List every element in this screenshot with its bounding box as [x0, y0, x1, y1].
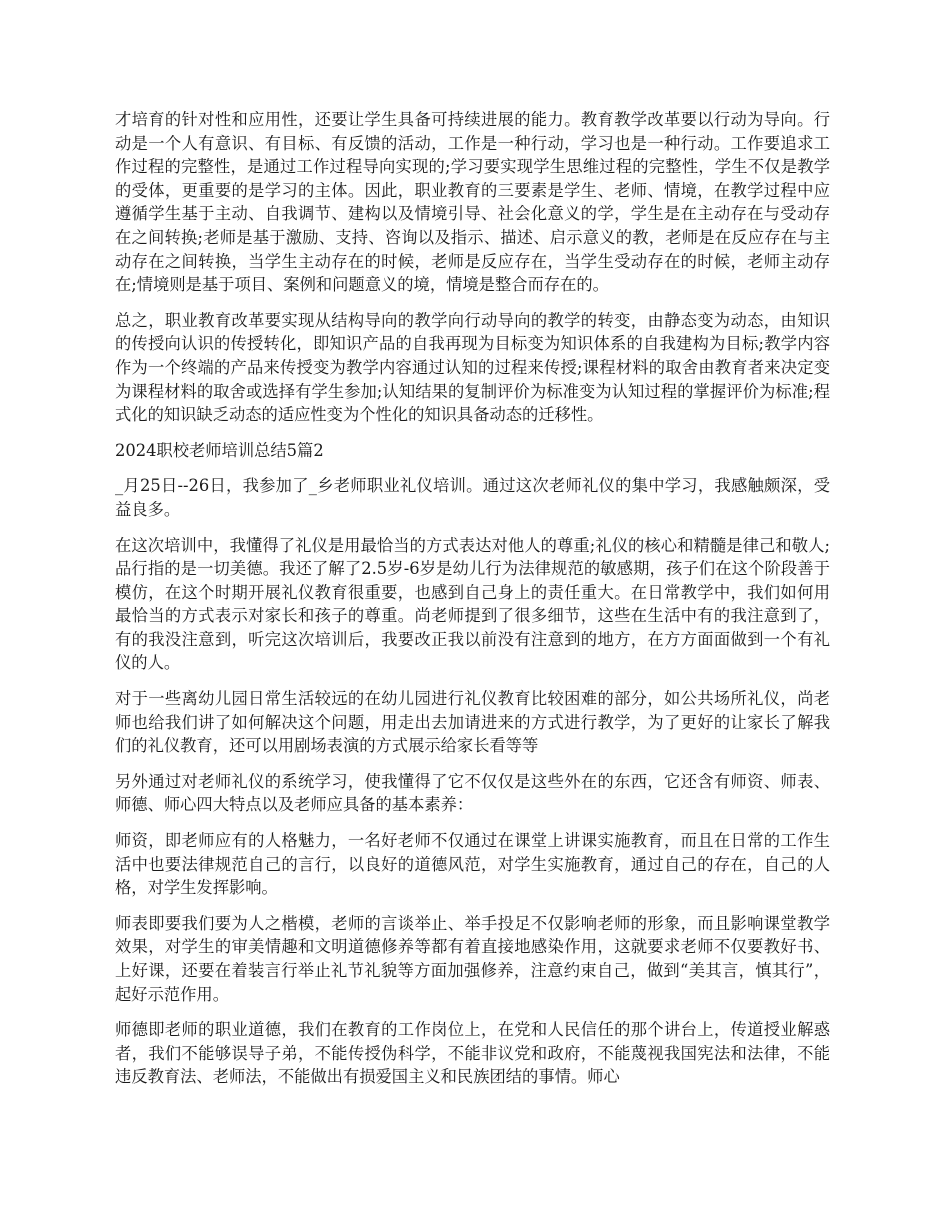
paragraph-5: 对于一些离幼儿园日常生活较远的在幼儿园进行礼仪教育比较困难的部分，如公共场所礼仪，尚老师也给我们讲了如何解决这个问题，用走出去加请进来的方式进行教学，为了更好的让家长了解我们的礼仪教育，还可以用剧场表演的方式展示给家长看等等 [115, 689, 830, 756]
paragraph-8: 师表即要我们要为人之楷模，老师的言谈举止、举手投足不仅影响老师的形象，而且影响课堂教学效果，对学生的审美情趣和文明道德修养等都有着直接地感染作用，这就要求老师不仅要教好书、上好课，还要在着装言行举止礼节礼貌等方面加强修养，注意约束自己，做到“美其言，慎其行”，起好示范作用。 [115, 913, 830, 1004]
paragraph-4: 在这次培训中，我懂得了礼仪是用最恰当的方式表达对他人的尊重;礼仪的核心和精髓是律己和敬人;品行指的是一切美德。我还了解了2.5岁-6岁是幼儿行为法律规范的敏感期，孩子们在这个阶段善于模仿，在这个时期开展礼仪教育很重要，也感到自己身上的责任重大。在日常教学中，我们如何用最恰当的方式表示对家长和孩子的尊重。尚老师提到了很多细节，这些在生活中有的我注意到了，有的我没注意到，听完这次培训后，我要改正我以前没有注意到的地方，在方方面面做到一个有礼仪的人。 [115, 535, 830, 673]
paragraph-3: _月25日--26日，我参加了_乡老师职业礼仪培训。通过这次老师礼仪的集中学习，我感触颇深，受益良多。 [115, 476, 830, 519]
paragraph-1: 才培育的针对性和应用性，还要让学生具备可持续进展的能力。教育教学改革要以行动为导向。行动是一个人有意识、有目标、有反馈的活动，工作是一种行动，学习也是一种行动。工作要追求工作过程的完整性，是通过工作过程导向实现的;学习要实现学生思维过程的完整性，学生不仅是教学的受体，更重要的是学习的主体。因此，职业教育的三要素是学生、老师、情境，在教学过程中应遵循学生基于主动、自我调节、建构以及情境引导、社会化意义的学，学生是在主动存在与受动存在之间转换;老师是基于激励、支持、咨询以及指示、描述、启示意义的教，老师是在反应存在与主动存在之间转换，当学生主动存在的时候，老师是反应存在，当学生受动存在的时候，老师主动存在;情境则是基于项目、案例和问题意义的境，情境是整合而存在的。 [115, 110, 830, 295]
document-page [115, 108, 830, 1101]
paragraph-6: 另外通过对老师礼仪的系统学习，使我懂得了它不仅仅是这些外在的东西，它还含有师资、师表、师德、师心四大特点以及老师应具备的基本素养： [115, 771, 830, 815]
paragraph-2: 总之，职业教育改革要实现从结构导向的教学向行动导向的教学的转变，由静态变为动态，由知识的传授向认识的传授转化，即知识产品的自我再现为目标变为知识体系的自我建构为目标;教学内容作为一个终端的产品来传授变为教学内容通过认知的过程来传授;课程材料的取舍由教育者来决定变为课程材料的取舍或选择有学生参加;认知结果的复制评价为标准变为认知过程的掌握评价为标准;程式化的知识缺乏动态的适应性变为个性化的知识具备动态的迁移性。 [115, 310, 830, 425]
paragraph-7: 师资，即老师应有的人格魅力，一名好老师不仅通过在课堂上讲课实施教育，而且在日常的工作生活中也要法律规范自己的言行，以良好的道德风范，对学生实施教育，通过自己的存在，自己的人格，对学生发挥影响。 [115, 831, 830, 898]
section-heading: 2024职校老师培训总结5篇2 [115, 440, 324, 460]
paragraph-9: 师德即老师的职业道德，我们在教育的工作岗位上，在党和人民信任的那个讲台上，传道授业解惑者，我们不能够误导子弟，不能传授伪科学，不能非议党和政府，不能蔑视我国宪法和法律，不能违反教育法、老师法，不能做出有损爱国主义和民族团结的事情。师心 [115, 1020, 830, 1087]
